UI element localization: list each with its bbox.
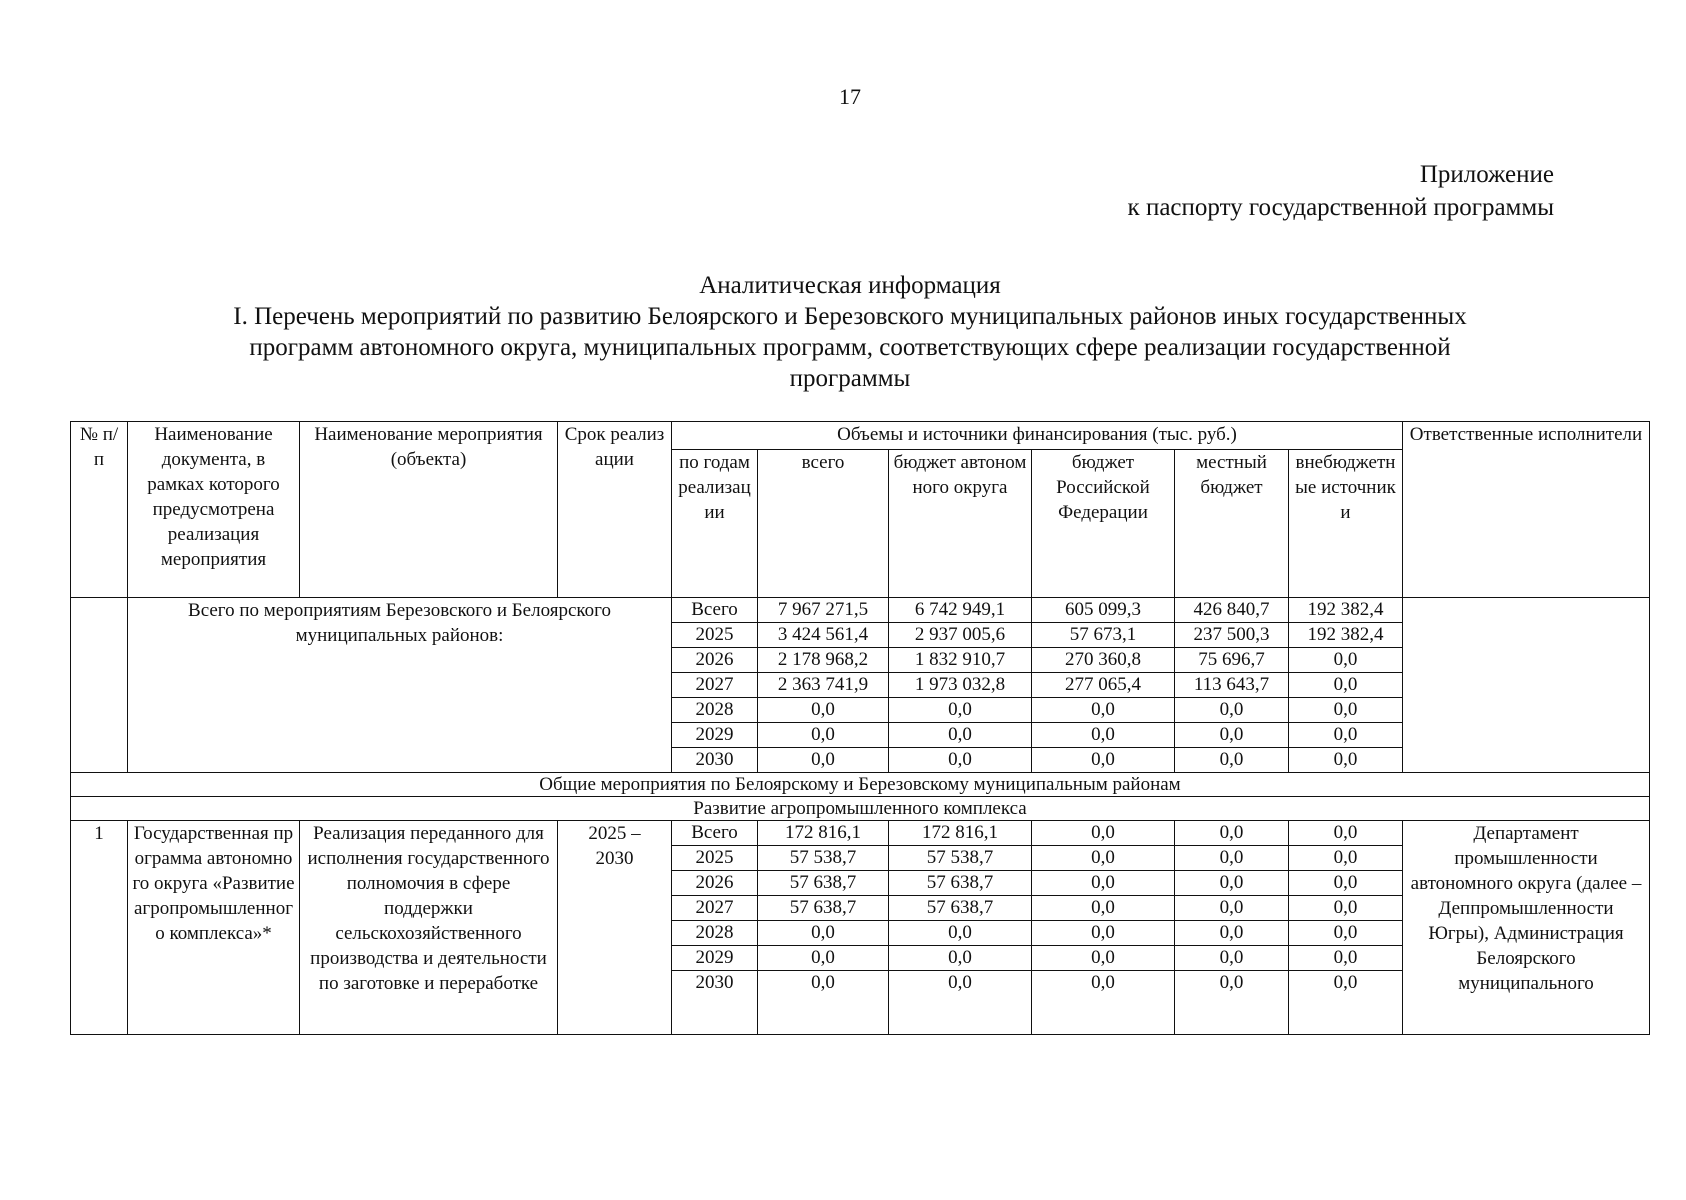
cell-year-col: 2028 [672, 921, 758, 946]
cell-okrug-budget: 0,0 [889, 971, 1032, 1035]
cell-okrug-budget: 0,0 [889, 946, 1032, 971]
cell-extra-budget: 192 382,4 [1289, 623, 1403, 648]
cell-rf-budget: 605 099,3 [1032, 598, 1175, 623]
cell-extra-budget: 0,0 [1289, 871, 1403, 896]
cell-year-col: 2026 [672, 871, 758, 896]
header-num: № п/п [71, 422, 128, 598]
cell-rf-budget: 0,0 [1032, 748, 1175, 773]
cell-total: 0,0 [758, 971, 889, 1035]
cell-rf-budget: 57 673,1 [1032, 623, 1175, 648]
cell-local-budget: 113 643,7 [1175, 673, 1289, 698]
cell-extra-budget: 0,0 [1289, 846, 1403, 871]
cell-year-col: 2028 [672, 698, 758, 723]
cell-total: 7 967 271,5 [758, 598, 889, 623]
appendix-line-1: Приложение [1419, 161, 1554, 188]
title-line-1: Аналитическая информация [699, 272, 1001, 299]
header-doc-name: Наименование документа, в рамках которого предусмотрена реализация мероприятия [128, 422, 300, 598]
cell-total: 0,0 [758, 723, 889, 748]
cell-okrug-budget: 0,0 [889, 748, 1032, 773]
cell-extra-budget: 0,0 [1289, 748, 1403, 773]
cell-year-col: 2027 [672, 896, 758, 921]
cell-local-budget: 75 696,7 [1175, 648, 1289, 673]
header-total: всего [758, 450, 889, 598]
cell-okrug-budget: 0,0 [889, 723, 1032, 748]
cell-okrug-budget: 0,0 [889, 698, 1032, 723]
cell-okrug-budget: 1 832 910,7 [889, 648, 1032, 673]
summary-row [71, 598, 1650, 623]
cell-total: 172 816,1 [758, 821, 889, 846]
cell-year-col: Всего [672, 598, 758, 623]
header-local-budget: местный бюджет [1175, 450, 1289, 598]
cell-total: 57 638,7 [758, 896, 889, 921]
cell-total: 0,0 [758, 921, 889, 946]
cell-total: 2 178 968,2 [758, 648, 889, 673]
cell-okrug-budget: 172 816,1 [889, 821, 1032, 846]
item-event: Реализация переданного для исполнения государственного полномочия в сфере поддержки сельскохозяйственного производства и деятельности по заготовке и переработке [300, 821, 558, 1035]
cell-extra-budget: 0,0 [1289, 921, 1403, 946]
header-rf-budget: бюджет Российской Федерации [1032, 450, 1175, 598]
header-extra-budget: внебюджетные источники [1289, 450, 1403, 598]
cell-extra-budget: 192 382,4 [1289, 598, 1403, 623]
funding-table [70, 421, 1650, 1035]
cell-local-budget: 0,0 [1175, 921, 1289, 946]
cell-local-budget: 0,0 [1175, 971, 1289, 1035]
cell-extra-budget: 0,0 [1289, 896, 1403, 921]
document-title [130, 270, 1570, 394]
cell-rf-budget: 0,0 [1032, 821, 1175, 846]
cell-okrug-budget: 57 638,7 [889, 871, 1032, 896]
cell-local-budget: 0,0 [1175, 821, 1289, 846]
cell-extra-budget: 0,0 [1289, 971, 1403, 1035]
cell-rf-budget: 270 360,8 [1032, 648, 1175, 673]
summary-num-cell [71, 598, 128, 773]
cell-total: 2 363 741,9 [758, 673, 889, 698]
cell-okrug-budget: 57 638,7 [889, 896, 1032, 921]
cell-local-budget: 0,0 [1175, 698, 1289, 723]
cell-local-budget: 426 840,7 [1175, 598, 1289, 623]
header-responsible: Ответственные исполнители [1403, 422, 1650, 598]
cell-rf-budget: 0,0 [1032, 896, 1175, 921]
cell-year-col: 2030 [672, 971, 758, 1035]
section-header-agro: Развитие агропромышленного комплекса [71, 797, 1650, 821]
item-num: 1 [71, 821, 128, 1035]
cell-total: 0,0 [758, 946, 889, 971]
cell-rf-budget: 277 065,4 [1032, 673, 1175, 698]
cell-extra-budget: 0,0 [1289, 821, 1403, 846]
summary-responsible-cell [1403, 598, 1650, 773]
cell-year-col: 2025 [672, 623, 758, 648]
header-row-1 [71, 422, 1650, 450]
cell-year-col: 2025 [672, 846, 758, 871]
item-responsible: Департамент промышленности автономного округа (далее – Деппромышленности Югры), Администрация Белоярского муниципального [1403, 821, 1650, 1035]
cell-total: 0,0 [758, 748, 889, 773]
cell-year-col: 2029 [672, 723, 758, 748]
cell-local-budget: 237 500,3 [1175, 623, 1289, 648]
appendix-caption [1128, 158, 1554, 224]
cell-extra-budget: 0,0 [1289, 698, 1403, 723]
cell-rf-budget: 0,0 [1032, 846, 1175, 871]
summary-label: Всего по мероприятиям Березовского и Белоярского муниципальных районов: [128, 598, 672, 773]
section-row [71, 773, 1650, 797]
table-body [71, 422, 1650, 1035]
cell-rf-budget: 0,0 [1032, 723, 1175, 748]
item-row [71, 821, 1650, 846]
cell-total: 57 638,7 [758, 871, 889, 896]
header-okrug-budget: бюджет автономного округа [889, 450, 1032, 598]
cell-local-budget: 0,0 [1175, 723, 1289, 748]
item-doc: Государственная программа автономного округа «Развитие агропромышленного комплекса»* [128, 821, 300, 1035]
appendix-line-2: к паспорту государственной программы [1127, 194, 1554, 221]
cell-local-budget: 0,0 [1175, 946, 1289, 971]
section-header-general: Общие мероприятия по Белоярскому и Березовскому муниципальным районам [71, 773, 1650, 797]
cell-local-budget: 0,0 [1175, 846, 1289, 871]
header-by-years: по годам реализации [672, 450, 758, 598]
title-line-4: программы [789, 365, 911, 392]
cell-year-col: 2030 [672, 748, 758, 773]
cell-rf-budget: 0,0 [1032, 971, 1175, 1035]
title-line-3: программ автономного округа, муниципальных программ, соответствующих сфере реализации государственной [249, 334, 1451, 361]
cell-total: 57 538,7 [758, 846, 889, 871]
cell-local-budget: 0,0 [1175, 896, 1289, 921]
header-event-name: Наименование мероприятия (объекта) [300, 422, 558, 598]
section-row [71, 797, 1650, 821]
cell-total: 3 424 561,4 [758, 623, 889, 648]
page-number: 17 [839, 84, 861, 109]
cell-year-col: 2029 [672, 946, 758, 971]
cell-rf-budget: 0,0 [1032, 946, 1175, 971]
cell-rf-budget: 0,0 [1032, 871, 1175, 896]
cell-local-budget: 0,0 [1175, 871, 1289, 896]
cell-extra-budget: 0,0 [1289, 723, 1403, 748]
cell-local-budget: 0,0 [1175, 748, 1289, 773]
cell-okrug-budget: 1 973 032,8 [889, 673, 1032, 698]
header-funding: Объемы и источники финансирования (тыс. руб.) [672, 422, 1403, 450]
cell-okrug-budget: 57 538,7 [889, 846, 1032, 871]
cell-okrug-budget: 2 937 005,6 [889, 623, 1032, 648]
cell-extra-budget: 0,0 [1289, 673, 1403, 698]
item-term: 2025 – 2030 [558, 821, 672, 1035]
title-line-2: I. Перечень мероприятий по развитию Белоярского и Березовского муниципальных районов иных государственных [233, 303, 1467, 330]
cell-okrug-budget: 0,0 [889, 921, 1032, 946]
cell-rf-budget: 0,0 [1032, 698, 1175, 723]
cell-okrug-budget: 6 742 949,1 [889, 598, 1032, 623]
cell-rf-budget: 0,0 [1032, 921, 1175, 946]
cell-year-col: Всего [672, 821, 758, 846]
cell-total: 0,0 [758, 698, 889, 723]
header-term: Срок реализации [558, 422, 672, 598]
cell-year-col: 2027 [672, 673, 758, 698]
cell-extra-budget: 0,0 [1289, 946, 1403, 971]
cell-year-col: 2026 [672, 648, 758, 673]
cell-extra-budget: 0,0 [1289, 648, 1403, 673]
